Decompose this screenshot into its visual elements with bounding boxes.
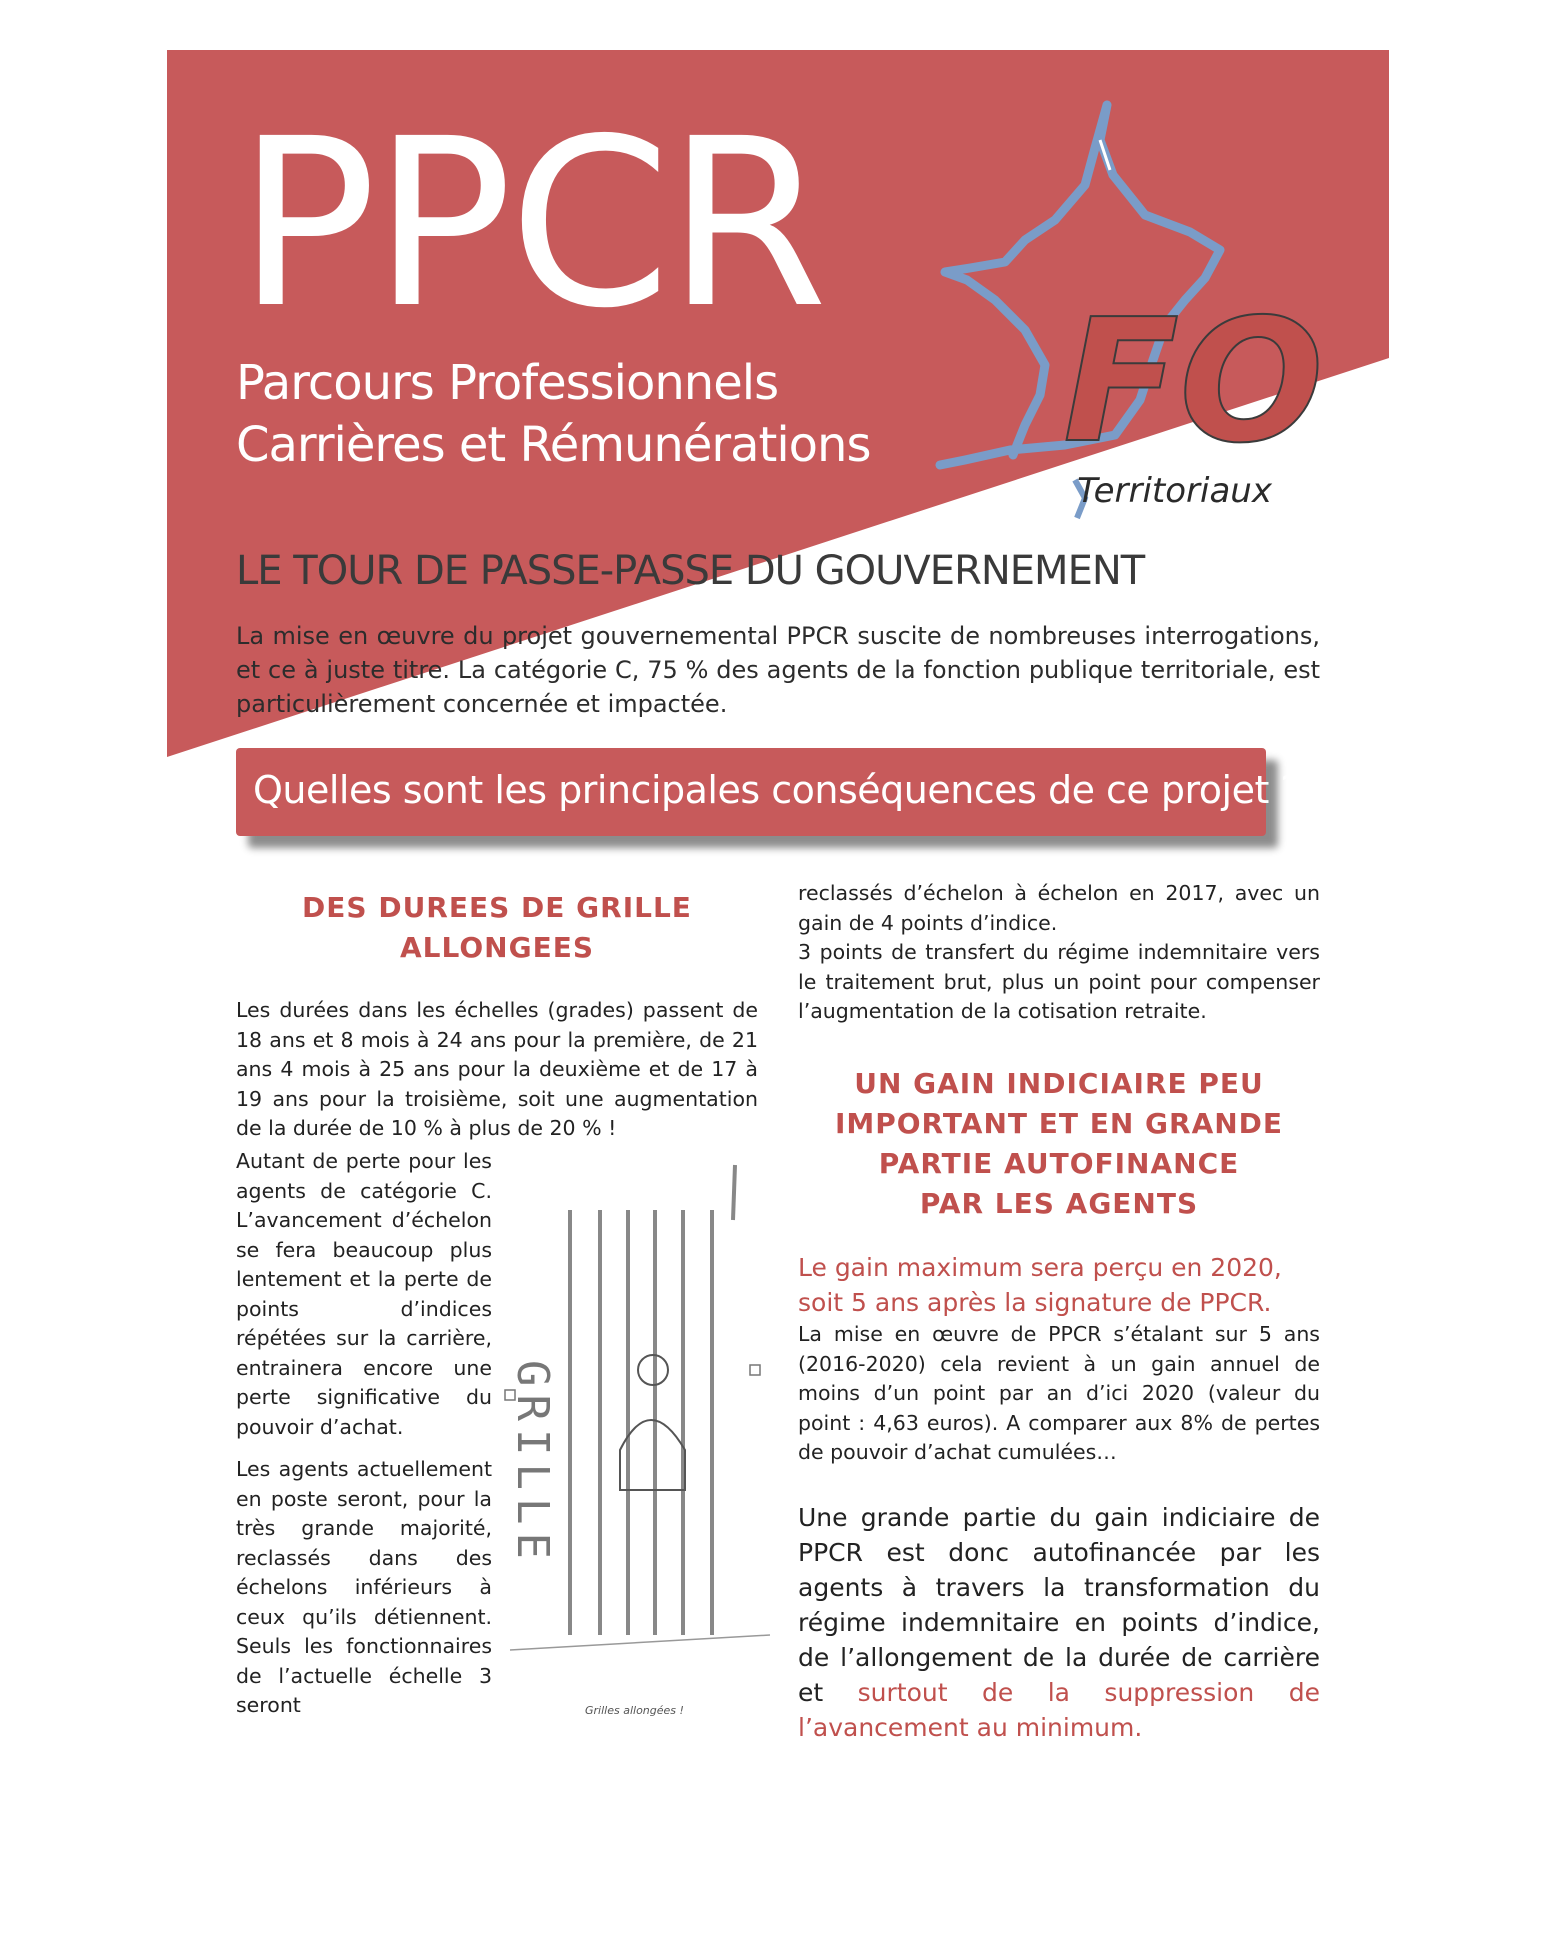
section2-heading-line-2: IMPORTANT ET EN GRANDE [834,1107,1284,1140]
section2-heading-line-4: PAR LES AGENTS [919,1187,1199,1220]
section1-continued-paragraph-1: reclassés d’échelon à échelon en 2017, avec un gain de 4 points d’indice. [798,881,1320,935]
section1-heading [236,888,758,968]
section2-paragraph: La mise en œuvre de PPCR s’étalant sur 5 ans (2016-2020) cela revient à un gain annuel de moins d’un point par an d’ici 2020 (valeur du point : 4,63 euros). A comparer aux 8% de pertes de pouvoir d’achat cumulées… [798,1322,1320,1464]
section2-lead: Le gain maximum sera perçu en 2020, soit 5 ans après la signature de PPCR. [798,1253,1282,1317]
section1-paragraph-3: Les agents actuellement en poste seront, pour la très grande majorité, reclassés dans des échelons inférieurs à ceux qu’ils détiennent. Seuls les fonctionnaires de l’actuelle échelle 3 seront [236,1457,492,1717]
tagline: LE TOUR DE PASSE-PASSE DU GOUVERNEMENT [236,548,1145,594]
section2-heading [798,1064,1320,1224]
conclusion-highlight-text: surtout de la suppression de l’avancement au minimum. [798,1678,1320,1742]
section1-heading-line-1: DES DUREES DE GRILLE [302,891,692,924]
fo-letters: FO [1063,283,1324,481]
question-text: Quelles sont les principales conséquences de ce projet ? [253,768,1301,812]
section1-paragraph-2: Autant de perte pour les agents de catégorie C. L’avancement d’échelon se fera beaucoup plus lentement et la perte de points d’indices répétées sur la carrière, entrainera encore une perte significative du pouvoir d’achat. [236,1149,492,1439]
section2-conclusion [798,1500,1320,1745]
fo-territoriaux-logo [935,100,1355,560]
section1-continued-paragraph-2: 3 points de transfert du régime indemnitaire vers le traitement brut, plus un point pour compenser l’augmentation de la cotisation retraite. [798,940,1320,1023]
grille-word: GRILLE [507,1360,558,1567]
section2-heading-line-3: PARTIE AUTOFINANCE [878,1147,1240,1180]
subtitle-line-2: Carrières et Rémunérations [236,417,871,473]
conclusion-main-text: Une grande partie du gain indiciaire de PPCR est donc autofinancée par les agents à travers la transformation du régime indemnitaire en points d’indice, de l’allongement de la durée de carrière et [798,1503,1320,1707]
intro-paragraph: La mise en œuvre du projet gouvernemental PPCR suscite de nombreuses interrogations, et ce à juste titre. La catégorie C, 75 % des agents de la fonction publique territoriale, est particulièrement concernée et impactée. [236,622,1320,718]
subtitle-line-1: Parcours Professionnels [236,355,779,411]
page-title: PPCR [237,89,824,359]
drawing-caption: Grilles allongées ! [585,1704,684,1717]
page-subtitle [236,352,870,476]
grille-drawing [500,1150,780,1750]
section1-paragraph-1: Les durées dans les échelles (grades) passent de 18 ans et 8 mois à 24 ans pour la première, de 21 ans 4 mois à 25 ans pour la deuxième et de 17 à 19 ans pour la troisième, soit une augmentation de la durée de 10 % à plus de 20 % ! [236,998,758,1140]
territoriaux-label: Territoriaux [1077,471,1272,511]
section1-heading-line-2: ALLONGEES [400,931,594,964]
section2-heading-line-1: UN GAIN INDICIAIRE PEU [854,1067,1264,1100]
